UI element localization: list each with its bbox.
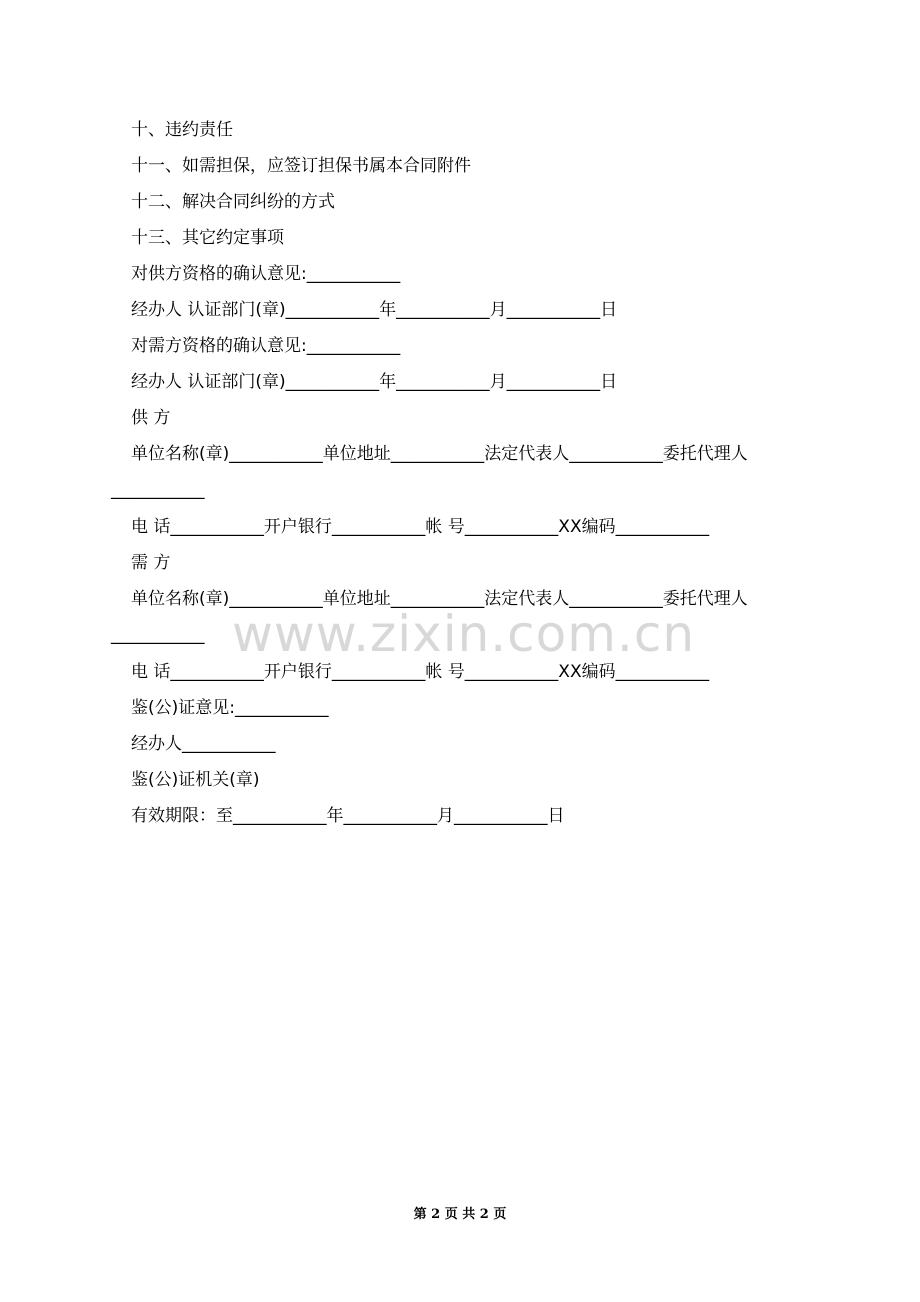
clause-12: 十二、解决合同纠纷的方式	[131, 192, 335, 212]
notary-opinion: 鉴(公)证意见:___________	[131, 698, 329, 718]
supplier-contact-line: 电 话___________开户银行___________帐 号___________XX编码___________	[131, 517, 710, 537]
clause-11: 十一、如需担保，应签订担保书属本合同附件	[131, 156, 471, 176]
buyer-info-continuation: ___________	[111, 625, 205, 645]
supplier-heading: 供 方	[131, 408, 171, 428]
supplier-qualification-opinion: 对供方资格的确认意见:___________	[131, 264, 401, 284]
validity-period: 有效期限：至___________年___________月___________日	[131, 806, 565, 826]
supplier-info-line: 单位名称(章)___________单位地址___________法定代表人___________委托代理人	[131, 444, 748, 464]
buyer-certification-line: 经办人 认证部门(章)___________年___________月___________日	[131, 372, 618, 392]
buyer-contact-line: 电 话___________开户银行___________帐 号___________XX编码___________	[131, 662, 710, 682]
buyer-heading: 需 方	[131, 553, 171, 573]
watermark: www.zixin.com.cn	[232, 605, 696, 663]
buyer-info-line: 单位名称(章)___________单位地址___________法定代表人___________委托代理人	[131, 589, 748, 609]
notary-office-seal: 鉴(公)证机关(章)	[131, 770, 260, 790]
supplier-certification-line: 经办人 认证部门(章)___________年___________月___________日	[131, 300, 618, 320]
clause-10: 十、违约责任	[131, 120, 233, 140]
page-number-footer: 第 2 页 共 2 页	[413, 1207, 507, 1222]
notary-handler: 经办人___________	[131, 734, 276, 754]
clause-13: 十三、其它约定事项	[131, 228, 284, 248]
supplier-info-continuation: ___________	[111, 480, 205, 500]
buyer-qualification-opinion: 对需方资格的确认意见:___________	[131, 336, 401, 356]
